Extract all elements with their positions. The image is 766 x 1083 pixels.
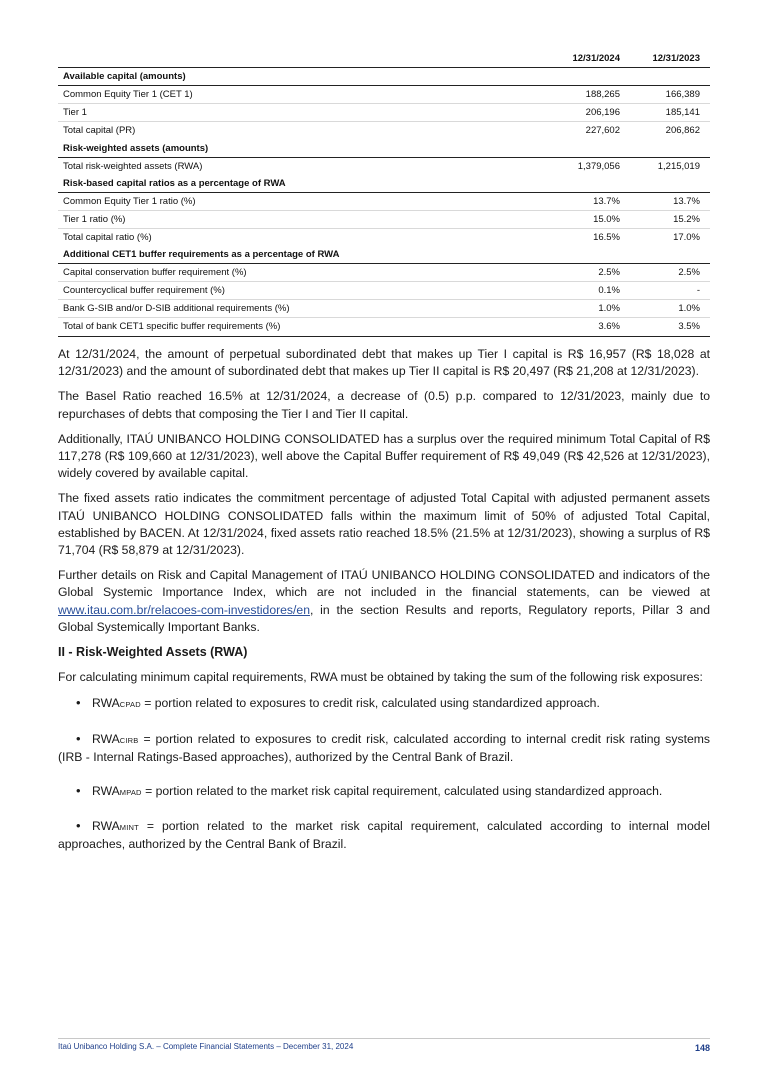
column-header-2024: 12/31/2024 bbox=[572, 53, 620, 65]
section-heading: Additional CET1 buffer requirements as a percentage of RWA bbox=[58, 246, 710, 264]
row-label: Total of bank CET1 specific buffer requirements (%) bbox=[58, 318, 544, 336]
footer-text: Itaú Unibanco Holding S.A. – Complete Financial Statements – December 31, 2024 bbox=[58, 1042, 354, 1051]
value-2023: 2.5% bbox=[630, 264, 710, 282]
paragraph-basel-ratio: The Basel Ratio reached 16.5% at 12/31/2024, a decrease of (0.5) p.p. compared to 12/31/2023, mainly due to repurchases of debts that composing the Tier I and Tier II capital. bbox=[58, 389, 710, 421]
table-row bbox=[58, 210, 710, 228]
value-2023: 185,141 bbox=[630, 104, 710, 122]
paragraph-further-details: Further details on Risk and Capital Management of ITAÚ UNIBANCO HOLDING CONSOLIDATED and indicators of the Global Systemic Importance Index, which are not included in the financial statements, can be viewed at www.itau.com.br/relacoes-com-investidores/en, in the section Results and reports, Regulatory reports, Pillar 3 and Global Systemically Important Banks. bbox=[58, 568, 710, 634]
value-2023: 15.2% bbox=[630, 210, 710, 228]
table-row bbox=[58, 192, 710, 210]
row-label: Common Equity Tier 1 ratio (%) bbox=[58, 192, 544, 210]
bullet-icon: • bbox=[76, 730, 81, 746]
table-row bbox=[58, 122, 710, 140]
value-2023: 206,862 bbox=[665, 125, 700, 137]
value-2024: 227,602 bbox=[585, 125, 620, 137]
capital-table bbox=[58, 50, 710, 337]
value-2024: 188,265 bbox=[544, 86, 630, 104]
body-text bbox=[58, 346, 710, 870]
value-2023: - bbox=[630, 282, 710, 300]
row-label: Total capital (PR) bbox=[63, 125, 136, 137]
row-label: Bank G-SIB and/or D-SIB additional requirements (%) bbox=[58, 300, 544, 318]
section-heading: Risk-weighted assets (amounts) bbox=[58, 139, 710, 157]
paragraph-rwa-intro: For calculating minimum capital requirements, RWA must be obtained by taking the sum of the following risk exposures: bbox=[58, 670, 703, 685]
paragraph-capital-surplus: Additionally, ITAÚ UNIBANCO HOLDING CONSOLIDATED has a surplus over the required minimum Total Capital of R$ 117,278 (R$ 109,660 at 12/31/2023), well above the Capital Buffer requirement of R$ 49,049 (R$ 42,526 at 12/31/2023), widely covered by available capital. bbox=[58, 431, 710, 481]
table-row bbox=[58, 282, 710, 300]
value-2024: 206,196 bbox=[544, 104, 630, 122]
paragraph-subordinated-debt: At 12/31/2024, the amount of perpetual subordinated debt that makes up Tier I capital is R$ 16,957 (R$ 18,028 at 12/31/2023) and the amount of subordinated debt that makes up Tier II capital is R$ 20,497 (R$ 21,208 at 12/31/2023). bbox=[58, 347, 710, 379]
value-2024: 0.1% bbox=[544, 282, 630, 300]
value-2023: 13.7% bbox=[630, 192, 710, 210]
list-item: • RWAMINT = portion related to the market risk capital requirement, calculated according to internal model approaches, authorized by the Central Bank of Brazil. bbox=[58, 818, 710, 852]
value-2023: 166,389 bbox=[630, 86, 710, 104]
list-item: • RWAMPAD = portion related to the market risk capital requirement, calculated using standardized approach. bbox=[76, 783, 663, 799]
row-label: Tier 1 ratio (%) bbox=[58, 210, 544, 228]
bullet-icon: • bbox=[76, 818, 81, 834]
value-2024: 3.6% bbox=[544, 318, 630, 336]
page-number: 148 bbox=[694, 1043, 710, 1053]
table-row bbox=[58, 318, 710, 336]
list-item: • RWACPAD = portion related to exposures to credit risk, calculated using standardized approach. bbox=[76, 695, 600, 711]
value-2023: 1,215,019 bbox=[657, 160, 700, 172]
row-label: Common Equity Tier 1 (CET 1) bbox=[58, 86, 544, 104]
table-header-row bbox=[58, 50, 710, 68]
value-2023: 3.5% bbox=[630, 318, 710, 336]
value-2024: 13.7% bbox=[544, 192, 630, 210]
value-2023: 17.0% bbox=[673, 231, 700, 243]
section-heading: Risk-based capital ratios as a percentage of RWA bbox=[58, 175, 710, 193]
list-item: • RWACIRB = portion related to exposures to credit risk, calculated according to internal credit risk rating systems (IRB - Internal Ratings-Based approaches), authorized by the Central Bank of Brazil. bbox=[58, 730, 710, 764]
row-label: Tier 1 bbox=[58, 104, 544, 122]
row-label: Total capital ratio (%) bbox=[63, 231, 152, 243]
table-row bbox=[58, 228, 710, 246]
table-row bbox=[58, 86, 710, 104]
row-label: Capital conservation buffer requirement (%) bbox=[58, 264, 544, 282]
value-2023: 1.0% bbox=[630, 300, 710, 318]
value-2024: 2.5% bbox=[544, 264, 630, 282]
investor-relations-link[interactable]: www.itau.com.br/relacoes-com-investidores/en bbox=[58, 602, 310, 617]
value-2024: 16.5% bbox=[593, 231, 620, 243]
table-row bbox=[58, 300, 710, 318]
section-heading-rwa: II - Risk-Weighted Assets (RWA) bbox=[58, 645, 248, 660]
table-row bbox=[58, 104, 710, 122]
bullet-icon: • bbox=[76, 695, 81, 711]
section-heading: Available capital (amounts) bbox=[58, 68, 710, 86]
row-label: Total risk-weighted assets (RWA) bbox=[63, 160, 203, 172]
value-2024: 1,379,056 bbox=[577, 160, 620, 172]
column-header-2023: 12/31/2023 bbox=[652, 53, 700, 65]
value-2024: 15.0% bbox=[544, 210, 630, 228]
table-row bbox=[58, 157, 710, 175]
value-2024: 1.0% bbox=[544, 300, 630, 318]
paragraph-fixed-assets: The fixed assets ratio indicates the commitment percentage of adjusted Total Capital with adjusted permanent assets ITAÚ UNIBANCO HOLDING CONSOLIDATED falls within the maximum limit of 50% of adjusted Total Capital, established by BACEN. At 12/31/2024, fixed assets ratio reached 18.5% (21.5% at 12/31/2023), showing a surplus of R$ 71,704 (R$ 58,879 at 12/31/2023). bbox=[58, 491, 710, 558]
table-row bbox=[58, 264, 710, 282]
row-label: Countercyclical buffer requirement (%) bbox=[58, 282, 544, 300]
bullet-icon: • bbox=[76, 783, 81, 799]
footer-divider bbox=[58, 1038, 710, 1039]
